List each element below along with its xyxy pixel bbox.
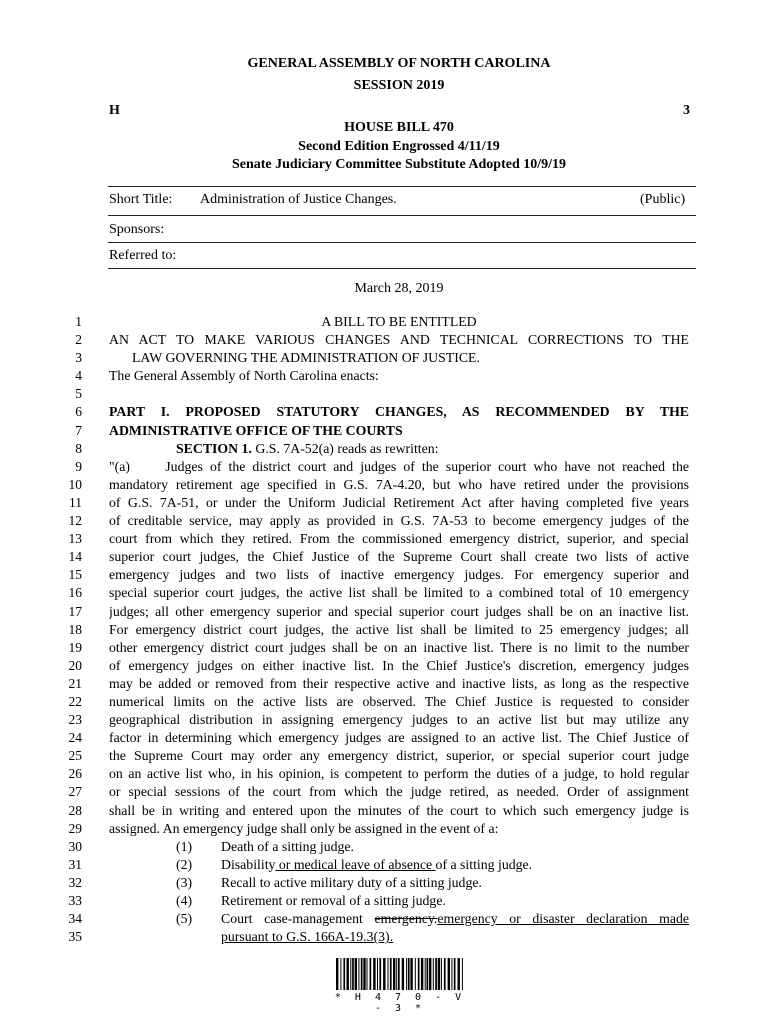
line-text xyxy=(109,711,689,729)
line-number: 24 xyxy=(68,730,82,746)
barcode-bar xyxy=(425,958,426,990)
line-number: 28 xyxy=(68,802,82,818)
barcode-bar xyxy=(343,958,345,990)
barcode-bar xyxy=(336,958,338,990)
bill-line xyxy=(0,928,770,946)
divider xyxy=(108,186,696,187)
text-run: judges; all other emergency superior and special superior court judges shall be on an inactive list. xyxy=(109,603,689,619)
barcode-bar xyxy=(390,958,392,990)
line-text xyxy=(109,403,689,421)
barcode-bar xyxy=(454,958,456,990)
line-text xyxy=(109,584,689,602)
text-run: Retirement or removal of a sitting judge. xyxy=(221,893,446,908)
bill-line xyxy=(0,874,770,892)
line-number: 19 xyxy=(68,639,82,655)
bill-line xyxy=(0,657,770,675)
barcode-bar xyxy=(373,958,375,990)
text-run: on an active list who, in his opinion, is competent to perform the duties of a judge, to hold regular xyxy=(109,766,689,782)
barcode-bar xyxy=(350,958,351,990)
line-number: 7 xyxy=(75,422,82,438)
line-number: 30 xyxy=(68,838,82,854)
text-run: mandatory retirement age specified in G.S. 7A-4.20, but who have retired under the provisions xyxy=(109,476,689,492)
line-number: 32 xyxy=(68,874,82,890)
line-number: 10 xyxy=(68,476,82,492)
list-item-number: (2) xyxy=(176,856,193,872)
list-item-number: (3) xyxy=(176,874,193,890)
barcode-bar xyxy=(367,958,368,990)
line-number: 29 xyxy=(68,820,82,836)
line-number: 26 xyxy=(68,766,82,782)
line-text xyxy=(109,331,689,349)
assembly-heading: GENERAL ASSEMBLY OF NORTH CAROLINA xyxy=(247,56,551,71)
text-run: G.S. 7A-52(a) reads as rewritten: xyxy=(251,440,439,456)
barcode-bar xyxy=(427,958,429,990)
bill-line xyxy=(0,403,770,421)
barcode-bar xyxy=(347,958,349,990)
divider xyxy=(108,215,696,216)
barcode-bar xyxy=(462,958,463,990)
inserted-text: emergency or disaster declaration made xyxy=(437,911,689,927)
line-text xyxy=(109,729,689,747)
line-number: 33 xyxy=(68,893,82,908)
line-number: 23 xyxy=(68,712,82,728)
list-item-text xyxy=(221,892,689,910)
bill-line xyxy=(0,621,770,639)
line-number: 31 xyxy=(68,856,82,872)
line-number: 5 xyxy=(75,386,82,402)
line-text xyxy=(109,820,689,838)
barcode-bar xyxy=(355,958,357,990)
barcode-bar xyxy=(421,958,423,990)
bill-line xyxy=(0,566,770,584)
edition-line: Second Edition Engrossed 4/11/19 xyxy=(298,139,500,154)
line-text xyxy=(109,657,689,675)
text-run: or special sessions of the court from which the judge retired, as needed. Order of assignment xyxy=(109,784,689,800)
text-run: geographical distribution in assigning emergency judges to an active list but may utilize any xyxy=(109,712,689,728)
line-text xyxy=(109,765,689,783)
barcode-bar xyxy=(408,958,410,990)
text-run: special superior court judges, the active list shall be limited to a combined total of 10 emergency xyxy=(109,585,689,601)
line-number: 3 xyxy=(75,350,82,366)
line-number: 14 xyxy=(68,549,82,565)
chamber-code: H xyxy=(109,103,120,118)
bill-line xyxy=(0,313,770,331)
list-item-number: (4) xyxy=(176,893,193,908)
short-title-value: Administration of Justice Changes. xyxy=(200,192,397,207)
line-number: 2 xyxy=(75,332,82,348)
bill-line xyxy=(0,331,770,349)
text-run: numerical limits on the active lists are observed. The Chief Justice is requested to consider xyxy=(109,693,689,709)
barcode-bar xyxy=(402,958,404,990)
line-number: 9 xyxy=(75,458,82,474)
line-text xyxy=(109,476,689,494)
barcode-bar xyxy=(441,958,442,990)
barcode-bar xyxy=(398,958,400,990)
bill-line xyxy=(0,693,770,711)
bill-line xyxy=(0,820,770,838)
bill-line xyxy=(0,892,770,910)
line-number: 8 xyxy=(75,440,82,456)
text-run: "(a) Judges of the district court and judges of the superior court who have not reached the xyxy=(109,458,689,474)
line-number: 11 xyxy=(69,494,82,510)
bill-line xyxy=(0,440,770,458)
text-run: AN ACT TO MAKE VARIOUS CHANGES AND TECHNICAL CORRECTIONS TO THE xyxy=(109,332,689,348)
text-run: Disability xyxy=(221,856,276,872)
barcode-bar xyxy=(418,958,420,990)
line-number: 15 xyxy=(68,567,82,583)
barcode-bar xyxy=(451,958,452,990)
line-text xyxy=(109,548,689,566)
barcode-bar xyxy=(379,958,381,990)
text-run: the Supreme Court may order any emergency district, superior, or special superior court judge xyxy=(109,748,689,764)
bill-line xyxy=(0,765,770,783)
text-run: emergency judges and two lists of inactive emergency judges. For emergency superior and xyxy=(109,567,689,583)
inserted-text: or medical leave of absence xyxy=(275,856,436,872)
line-number: 34 xyxy=(68,911,82,927)
barcode-bar xyxy=(388,958,389,990)
text-run: other emergency district court judges shall be on an inactive list. There is no limit to the number xyxy=(109,639,689,655)
line-text xyxy=(109,693,689,711)
short-title-label: Short Title: xyxy=(109,192,173,207)
barcode-bar xyxy=(433,958,434,990)
bill-line xyxy=(0,711,770,729)
barcode-bar xyxy=(435,958,437,990)
line-text xyxy=(176,440,689,458)
line-text xyxy=(109,458,689,476)
barcode-bar xyxy=(363,958,365,990)
section-label: SECTION 1. xyxy=(176,440,252,456)
list-item-number: (1) xyxy=(176,838,193,854)
text-run: shall be in writing and entered upon the minutes of the court to which such emergency judge is xyxy=(109,802,689,818)
line-text xyxy=(132,349,689,367)
text-run: may be added or removed from their respective active and inactive lists, as long as the respective xyxy=(109,675,689,691)
barcode-bar xyxy=(352,958,354,990)
bill-line xyxy=(0,349,770,367)
bill-line xyxy=(0,838,770,856)
line-text xyxy=(109,603,689,621)
line-text xyxy=(109,422,689,440)
text-run: For emergency district court judges, the active list shall be limited to 25 emergency judges; all xyxy=(109,621,689,637)
line-number: 25 xyxy=(68,748,82,764)
edition-code: 3 xyxy=(683,103,690,118)
line-text xyxy=(109,783,689,801)
barcode-bar xyxy=(415,958,416,990)
line-text xyxy=(109,621,689,639)
barcode-bar xyxy=(361,958,363,990)
bill-line xyxy=(0,729,770,747)
bill-line xyxy=(0,856,770,874)
barcode-bar xyxy=(396,958,397,990)
line-text xyxy=(109,747,689,765)
line-number: 16 xyxy=(68,585,82,601)
barcode-bar xyxy=(410,958,412,990)
list-item-text xyxy=(221,874,689,892)
bill-line xyxy=(0,548,770,566)
inserted-text: pursuant to G.S. 166A-19.3(3). xyxy=(221,929,394,945)
list-item-text xyxy=(221,838,689,856)
barcode-bar xyxy=(377,958,378,990)
bill-line xyxy=(0,675,770,693)
line-number: 17 xyxy=(68,603,82,619)
barcode-bar xyxy=(458,958,460,990)
text-run: assigned. An emergency judge shall only be assigned in the event of a: xyxy=(109,820,499,836)
text-run: The General Assembly of North Carolina enacts: xyxy=(109,368,379,384)
barcode-bar xyxy=(340,958,341,990)
bill-number: HOUSE BILL 470 xyxy=(344,120,454,135)
line-number: 18 xyxy=(68,621,82,637)
list-item-text xyxy=(221,856,689,874)
text-run: Death of a sitting judge. xyxy=(221,838,354,854)
bill-line xyxy=(0,476,770,494)
divider xyxy=(108,268,696,269)
text-run: factor in determining which emergency judges are assigned to an active list. The Chief Justice of xyxy=(109,730,689,746)
line-number: 27 xyxy=(68,784,82,800)
bill-line xyxy=(0,458,770,476)
bill-line xyxy=(0,639,770,657)
text-run: of G.S. 7A-51, or under the Uniform Judicial Retirement Act after having completed five years xyxy=(109,494,689,510)
text-run: Court case-management xyxy=(221,911,375,927)
referred-label: Referred to: xyxy=(109,248,177,263)
list-item-text xyxy=(221,928,689,946)
text-run: superior court judges, the Chief Justice of the Supreme Court shall create two lists of active xyxy=(109,549,689,565)
bill-line xyxy=(0,385,770,403)
text-run: court from which they retired. From the commissioned emergency district, superior, and special xyxy=(109,531,689,547)
barcode-bar xyxy=(383,958,385,990)
line-number: 13 xyxy=(68,531,82,547)
divider xyxy=(108,242,696,243)
line-number: 21 xyxy=(68,675,82,691)
committee-line: Senate Judiciary Committee Substitute Adopted 10/9/19 xyxy=(231,157,567,172)
line-text xyxy=(109,494,689,512)
bill-line xyxy=(0,802,770,820)
barcode xyxy=(336,958,464,990)
text-run: Recall to active military duty of a sitting judge. xyxy=(221,874,482,890)
bill-line xyxy=(0,422,770,440)
barcode-text: * H 4 7 0 - V - 3 * xyxy=(334,992,466,1014)
list-item-number: (5) xyxy=(176,911,193,927)
line-number: 4 xyxy=(75,368,82,384)
bill-line xyxy=(0,603,770,621)
line-text xyxy=(109,313,689,331)
text-run: LAW GOVERNING THE ADMINISTRATION OF JUSTICE. xyxy=(132,350,480,366)
bill-line xyxy=(0,910,770,928)
line-text xyxy=(109,639,689,657)
deleted-text: emergency. xyxy=(374,911,438,927)
barcode-bar xyxy=(406,958,407,990)
barcode-bar xyxy=(429,958,431,990)
bill-date: March 28, 2019 xyxy=(354,281,444,296)
bill-line xyxy=(0,747,770,765)
line-text xyxy=(109,512,689,530)
line-number: 6 xyxy=(75,404,82,420)
line-number: 1 xyxy=(75,314,82,329)
list-item-text xyxy=(221,910,689,928)
line-number: 20 xyxy=(68,657,82,673)
text-run: ADMINISTRATIVE OFFICE OF THE COURTS xyxy=(109,422,403,438)
barcode-bar xyxy=(393,958,395,990)
bill-line xyxy=(0,530,770,548)
line-text xyxy=(109,367,689,385)
public-label: (Public) xyxy=(640,192,686,207)
bill-line xyxy=(0,512,770,530)
bill-line xyxy=(0,584,770,602)
bill-line xyxy=(0,494,770,512)
line-number: 35 xyxy=(68,929,82,945)
line-number: 22 xyxy=(68,693,82,709)
text-run: of emergency judges on either inactive list. In the Chief Justice's discretion, emergency judges xyxy=(109,657,689,673)
barcode-bar xyxy=(358,958,359,990)
line-text xyxy=(109,530,689,548)
bill-body xyxy=(0,313,770,946)
barcode-bar xyxy=(370,958,372,990)
text-run: PART I. PROPOSED STATUTORY CHANGES, AS RECOMMENDED BY THE xyxy=(109,404,689,420)
text-run: of a sitting judge. xyxy=(435,856,533,872)
bill-line xyxy=(0,783,770,801)
barcode-bar xyxy=(448,958,450,990)
line-number: 12 xyxy=(68,513,82,529)
line-text xyxy=(109,802,689,820)
barcode-bar xyxy=(444,958,446,990)
session-heading: SESSION 2019 xyxy=(353,78,445,93)
sponsors-label: Sponsors: xyxy=(109,222,165,237)
text-run: of creditable service, may apply as provided in G.S. 7A-53 to become emergency judges of the xyxy=(109,513,689,529)
text-run: A BILL TO BE ENTITLED xyxy=(321,314,477,329)
line-text xyxy=(109,675,689,693)
bill-line xyxy=(0,367,770,385)
barcode-bar xyxy=(438,958,440,990)
line-text xyxy=(109,566,689,584)
